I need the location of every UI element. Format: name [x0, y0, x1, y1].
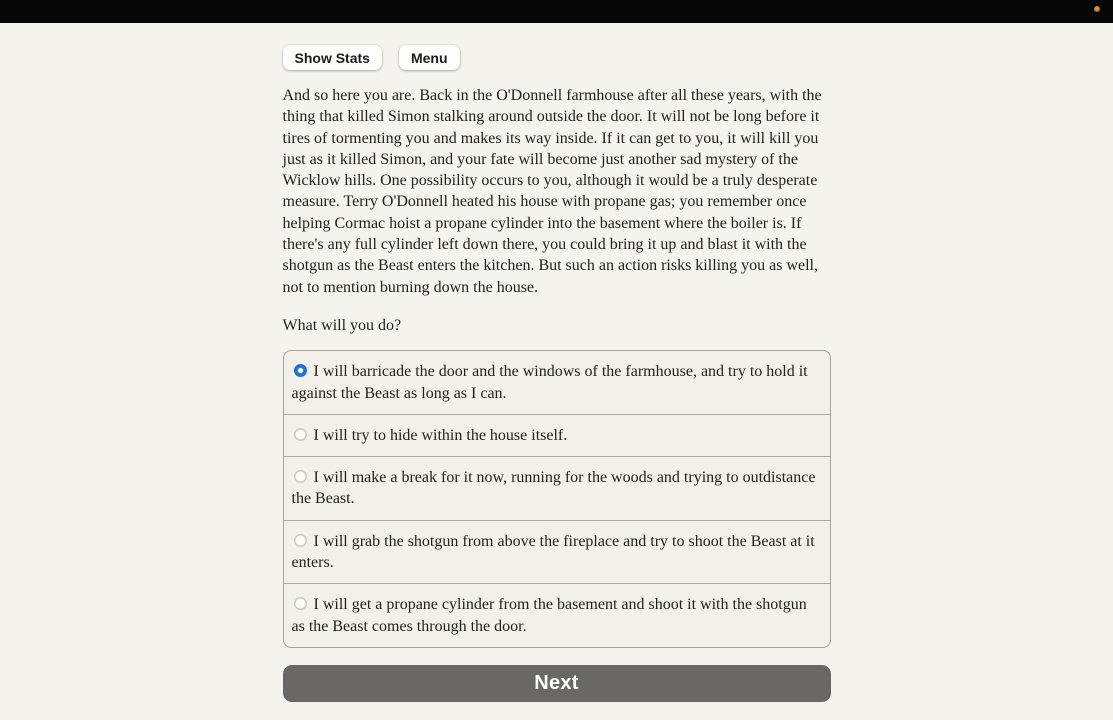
game-content-column	[283, 45, 831, 702]
show-stats-button[interactable]: Show Stats	[283, 45, 382, 70]
choice-text: I will barricade the door and the windows of the farmhouse, and try to hold it against the Beast as long as I can.	[291, 363, 808, 402]
choice-text: I will make a break for it now, running for the woods and trying to outdistance the Beast.	[291, 469, 816, 508]
choice-option[interactable]	[284, 456, 830, 520]
toolbar	[283, 45, 831, 70]
radio-selected-icon[interactable]	[294, 364, 307, 377]
choice-option[interactable]	[284, 351, 830, 414]
choice-text: I will get a propane cylinder from the basement and shoot it with the shotgun as the Beast comes through the door.	[291, 596, 807, 635]
choice-option[interactable]	[284, 414, 830, 456]
menu-button[interactable]: Menu	[399, 45, 460, 70]
choice-text: I will try to hide within the house itself.	[313, 426, 568, 444]
radio-unselected-icon[interactable]	[294, 534, 307, 547]
recording-indicator-dot	[1094, 6, 1100, 12]
radio-unselected-icon[interactable]	[294, 428, 307, 441]
choices-group	[283, 350, 831, 648]
radio-unselected-icon[interactable]	[294, 470, 307, 483]
choice-prompt: What will you do?	[282, 316, 402, 334]
story-paragraph: And so here you are. Back in the O'Donnell farmhouse after all these years, with the thing that killed Simon stalking around outside the door. It will not be long before it tires of tormenting you and makes its way inside. If it can get to you, it will kill you just as it killed Simon, and your fate will become just another sad mystery of the Wicklow hills. One possibility occurs to you, although it would be a truly desperate measure. Terry O'Donnell heated his house with propane gas; you remember once helping Cormac hoist a propane cylinder into the basement where the boiler is. If there's any full cylinder left down there, you could bring it up and blast it with the shotgun as the Beast enters the kitchen. But such an action risks killing you as well, not to mention burning down the house.	[282, 87, 822, 296]
choice-option[interactable]	[284, 520, 830, 584]
next-button[interactable]: Next	[283, 665, 831, 702]
choice-text: I will grab the shotgun from above the fireplace and try to shoot the Beast at it enters.	[291, 532, 815, 572]
top-black-bar	[0, 0, 1113, 23]
choice-option[interactable]	[284, 583, 830, 647]
radio-unselected-icon[interactable]	[294, 597, 307, 610]
